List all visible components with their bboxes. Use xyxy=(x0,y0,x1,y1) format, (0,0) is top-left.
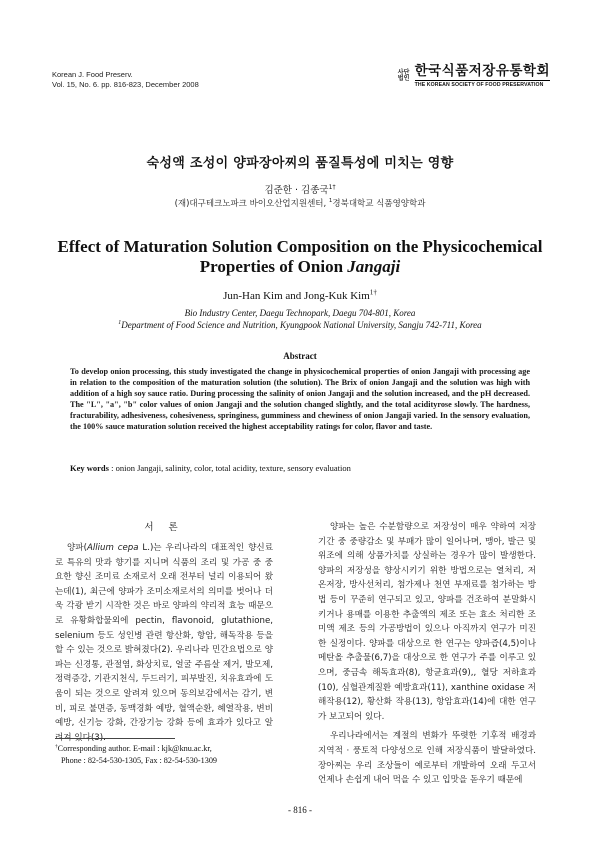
right-column xyxy=(318,520,536,788)
left-column xyxy=(55,520,273,745)
society-english-name: THE KOREAN SOCIETY OF FOOD PRESERVATION xyxy=(415,80,550,88)
english-title: Effect of Maturation Solution Composition on the Physicochemical Properties of Onion Jangaji xyxy=(57,237,543,276)
journal-volume: Vol. 15, No. 6. pp. 816-823, December 2008 xyxy=(52,79,199,89)
journal-citation xyxy=(52,70,199,89)
korean-title: 숙성액 조성이 양파장아찌의 품질특성에 미치는 영향 xyxy=(146,156,454,171)
korean-authors: 김준한 · 김종국$^{1\dagger}$ xyxy=(264,183,336,196)
society-badge: 사단법인 xyxy=(397,69,410,82)
page-number: - 816 - xyxy=(288,805,312,815)
introduction-heading: 서 론 xyxy=(144,522,184,533)
footnote-divider xyxy=(55,738,175,739)
english-affiliations: Bio Industry Center, Daegu Technopark, Daegu 704-801, Korea $^1$Department of Food Science and Nutrition, Kyungpook National University, Sangju 742-711, Korea xyxy=(118,308,482,330)
society-logo xyxy=(397,64,550,88)
intro-paragraph-1: 양파(Allium cepa L.)는 우리나라의 대표적인 향신료로 특유의 맛과 향기를 지니며 식품의 조리 및 가공 중 중요한 향신 조미료 소재로서 오래 전부터 널리 이용되어 왔는데(1), 최근에 양파가 조미소재로서의 의미를 벗어나 더욱 각광 받기 시작한 것은 바로 양파의 약리적 효능 때문으로 유황화합물외에 pectin, flavonoid, glutathione, selenium 등도 성인병 관련 항산화, 항암, 해독작용 등을 할 수 있는 것으로 밝혀졌다(2). 우리나라 민간요법으로 양파는 신경통, 관절염, 화상치료, 얼굴 주름살 제거, 발모제, 정력증강, 기관지천식, 두드러기, 피부발진, 치유효과에 도움이 되는 것으로 알려져 있으며 동의보감에서는 감기, 변비, 피로 불면증, 동맥경화 예방, 혈액순환, 혜열작용, 변비 예방, 신기능 강화, 간장기능 강화 등에 효과가 있다고 알려져 있다(3). xyxy=(55,543,273,743)
korean-affiliation: (재)대구테크노파크 바이오산업지원센터, $^1$경북대학교 식품영양학과 xyxy=(174,198,426,209)
abstract-body: To develop onion processing, this study investigated the change in physicochemical properties of onion Jangaji with processing age in relation to the composition of the maturation solution (the solution). The Brix of onion Jangaji and the solution was high with addition of a high soy sauce ratio. During processing the salinity of onion Jangaji and the solution increased, and the pH decreased. The "L", "a", "b" color values of onion Jangaji and the solution changed slightly, and the total acidityrose slowly. The hardness, fracturability, adhesiveness, cohesiveness, springiness, gumminess and chewiness of onion Jangaji varied. In the sensory evaluation, the 100% sauce maturation solution received the highest acceptability ratings for color, flavor and taste. xyxy=(70,367,530,431)
english-authors: Jun-Han Kim and Jong-Kuk Kim$^{1\dagger}$ xyxy=(223,288,377,302)
corresponding-author-footnote: †Corresponding author. E-mail : kjk@knu.ac.kr, Phone : 82-54-530-1305, Fax : 82-54-530-1309 xyxy=(55,743,218,765)
intro-paragraph-2: 양파는 높은 수분함량으로 저장성이 매우 약하여 저장기간 중 중량감소 및 부패가 많이 일어나며, 맹아, 발근 및 위조에 의해 상품가치를 상실하는 경우가 많이 발생한다. 양파의 저장성을 향상시키기 위한 방법으로는 열처리, 저온저장, 방사선처리, 첨가제나 천연 부재료를 첨가하는 방법 등이 꾸준히 연구되고 있고, 양파를 건조하여 분말화시키거나 용매를 이용한 추출액의 제조 또는 효소 처리한 조미액 제조 등의 가공방법이 있으나 아직까지 연구가 미진한 실정이다. 양파를 대상으로 한 연구는 양파즙(4,5)이나 메탄올 추출물(6,7)을 대상으로 한 연구가 주를 이루고 있으며, 중금속 해독효과(8), 항균효과(9),, 혈당 저하효과(10), 심혈관계질환 예방효과(11), xanthine oxidase 저해작용(12), 황산화 작용(13), 항암효과(14)에 대한 연구가 보고되어 있다. xyxy=(318,522,536,722)
society-korean-name: 한국식품저장유통학회 xyxy=(414,63,550,79)
keywords: Key words : onion Jangaji, salinity, color, total acidity, texture, sensory evaluation xyxy=(70,463,351,473)
journal-name: Korean J. Food Preserv. xyxy=(52,70,133,79)
intro-paragraph-3: 우리나라에서는 계절의 변화가 뚜렷한 기후적 배경과 지역적 · 풍토적 다양성으로 인해 저장식품이 발달하였다. 장아찌는 우리 조상들이 예로부터 개발하여 오래 두고서 언제나 손쉽게 내어 먹을 수 있고 입맛을 돋우기 때문에 xyxy=(318,731,536,786)
abstract-heading: Abstract xyxy=(283,351,317,361)
